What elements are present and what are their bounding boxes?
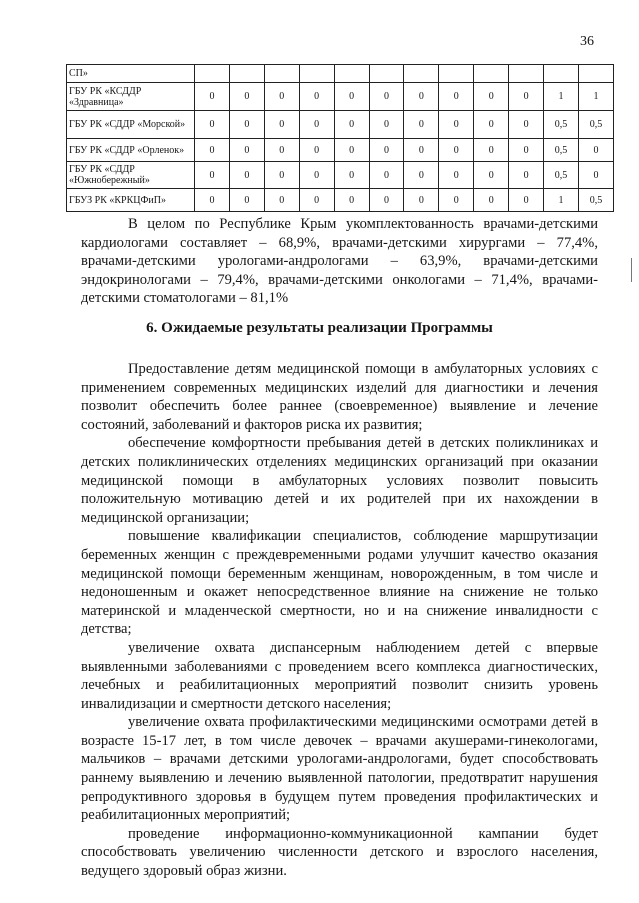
paragraph: увеличение охвата диспансерным наблюдением детей с впервые выявленными заболеваниями с проведением всего комплекса диагностических, лечебных и реабилитационных мероприятий позволит снизить уровень инвалидизации и смертности детского населения; [81, 639, 598, 712]
value-cell [334, 65, 369, 83]
value-cell: 1 [544, 83, 579, 111]
value-cell: 0 [439, 83, 474, 111]
institution-name-cell: ГБУ РК «СДДР «Орленок» [67, 139, 195, 162]
value-cell: 0 [299, 139, 334, 162]
table-row [67, 65, 614, 83]
value-cell [229, 65, 264, 83]
value-cell: 0 [439, 162, 474, 189]
value-cell [299, 65, 334, 83]
paragraph: проведение информационно-коммуникационной кампании будет способствовать увеличению численности детского и взрослого населения, ведущего здоровый образ жизни. [81, 825, 598, 880]
value-cell: 0 [299, 83, 334, 111]
value-cell: 0 [404, 111, 439, 139]
value-cell: 0 [264, 189, 299, 212]
value-cell: 0 [369, 189, 404, 212]
value-cell [369, 65, 404, 83]
value-cell: 0 [404, 139, 439, 162]
value-cell: 0 [578, 162, 613, 189]
value-cell: 0 [439, 111, 474, 139]
table-row [67, 111, 614, 139]
value-cell: 0 [404, 162, 439, 189]
value-cell: 0 [229, 139, 264, 162]
value-cell: 0 [369, 139, 404, 162]
table-row [67, 139, 614, 162]
value-cell: 0,5 [578, 111, 613, 139]
staffing-table [66, 64, 614, 212]
value-cell: 0 [195, 139, 230, 162]
value-cell [578, 65, 613, 83]
value-cell: 1 [544, 189, 579, 212]
institution-name-cell: ГБУЗ РК «КРКЦФиП» [67, 189, 195, 212]
summary-paragraph: В целом по Республике Крым укомплектованность врачами-детскими кардиологами составляет – 68,9%, врачами-детскими хирургами – 77,4%, врачами-детскими урологами-андрологами – 63,9%, врачами-детскими эндокринологами – 79,4%, врачами-детскими онкологами – 71,4%, врачами-детскими стоматологами – 81,1% [81, 216, 598, 307]
value-cell [264, 65, 299, 83]
value-cell: 0 [439, 189, 474, 212]
value-cell: 0 [404, 83, 439, 111]
value-cell: 0 [299, 162, 334, 189]
section-heading: 6. Ожидаемые результаты реализации Программы [146, 320, 493, 336]
value-cell: 0 [195, 162, 230, 189]
summary-section [81, 215, 598, 308]
value-cell: 0 [229, 189, 264, 212]
value-cell: 0 [299, 111, 334, 139]
value-cell [195, 65, 230, 83]
table-body [67, 65, 614, 212]
value-cell: 0 [299, 189, 334, 212]
value-cell: 0 [439, 139, 474, 162]
results-section [81, 360, 598, 881]
institution-name-cell: ГБУ РК «КСДДР «Здравница» [67, 83, 195, 111]
value-cell: 0 [264, 83, 299, 111]
value-cell: 0 [474, 162, 509, 189]
value-cell: 0 [474, 139, 509, 162]
table-row [67, 83, 614, 111]
table-row [67, 162, 614, 189]
value-cell [404, 65, 439, 83]
value-cell: 0 [369, 111, 404, 139]
value-cell [474, 65, 509, 83]
value-cell: 0 [509, 189, 544, 212]
value-cell: 0 [509, 139, 544, 162]
paragraph: увеличение охвата профилактическими медицинскими осмотрами детей в возрасте 15-17 лет, в том числе девочек – врачами акушерами-гинекологами, мальчиков – врачами детскими урологами-андрологами, будет способствовать раннему выявлению и лечению выявленной патологии, предотвратит нарушения репродуктивного здоровья в будущем путем проведения профилактических и реабилитационных мероприятий; [81, 714, 598, 824]
institution-name-cell: ГБУ РК «СДДР «Морской» [67, 111, 195, 139]
paragraph: повышение квалификации специалистов, соблюдение маршрутизации беременных женщин с преждевременными родами улучшит качество оказания медицинской помощи беременным женщинам, новорожденным, в том числе и недоношенным и окажет непосредственное влияние на снижение не только материнской и младенческой смертности, но и на снижение инвалидности с детства; [81, 528, 598, 638]
value-cell: 0 [369, 162, 404, 189]
value-cell: 0 [509, 162, 544, 189]
value-cell: 0 [334, 111, 369, 139]
value-cell: 0 [509, 83, 544, 111]
value-cell: 0 [334, 83, 369, 111]
value-cell: 0 [264, 162, 299, 189]
value-cell: 0,5 [578, 189, 613, 212]
value-cell [544, 65, 579, 83]
value-cell: 0,5 [544, 111, 579, 139]
value-cell: 0 [229, 111, 264, 139]
value-cell: 0 [509, 111, 544, 139]
value-cell: 0,5 [544, 139, 579, 162]
value-cell: 0 [474, 83, 509, 111]
value-cell: 0 [195, 189, 230, 212]
value-cell: 0 [334, 162, 369, 189]
value-cell: 1 [578, 83, 613, 111]
value-cell: 0 [578, 139, 613, 162]
value-cell: 0 [195, 111, 230, 139]
value-cell: 0 [229, 162, 264, 189]
paragraph: обеспечение комфортности пребывания детей в детских поликлиниках и детских поликлинических отделениях медицинских организаций при оказании медицинской помощи в амбулаторных условиях позволит повысить положительную мотивацию детей и их родителей при их нахождении в медицинской организации; [81, 435, 598, 526]
page-number: 36 [580, 34, 594, 49]
paragraph: Предоставление детям медицинской помощи в амбулаторных условиях с применением современных медицинских изделий для диагностики и лечения позволит обеспечить более раннее (своевременное) выявление и лечение состояний, заболеваний и факторов риска их развития; [81, 361, 598, 433]
value-cell: 0 [264, 111, 299, 139]
margin-mark [631, 258, 632, 282]
institution-name-cell: СП» [67, 65, 195, 83]
value-cell: 0 [334, 189, 369, 212]
value-cell [509, 65, 544, 83]
value-cell: 0 [195, 83, 230, 111]
value-cell [439, 65, 474, 83]
table-row [67, 189, 614, 212]
value-cell: 0 [229, 83, 264, 111]
value-cell: 0 [474, 111, 509, 139]
value-cell: 0 [474, 189, 509, 212]
value-cell: 0 [334, 139, 369, 162]
value-cell: 0,5 [544, 162, 579, 189]
institution-name-cell: ГБУ РК «СДДР «Южнобережный» [67, 162, 195, 189]
value-cell: 0 [369, 83, 404, 111]
value-cell: 0 [264, 139, 299, 162]
value-cell: 0 [404, 189, 439, 212]
